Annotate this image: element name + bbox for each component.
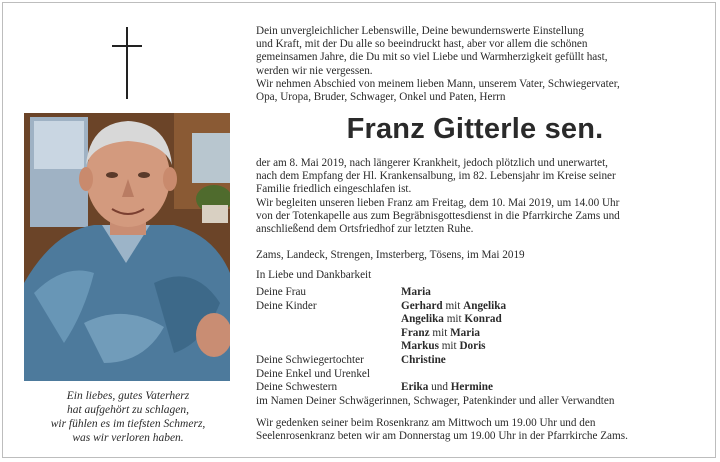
relative-connector: mit [441,340,457,353]
relative-row [256,327,694,341]
body-line: anschließend dem Ortsfriedhof zur letzten Ruhe. [256,223,474,236]
love-line: In Liebe und Dankbarkeit [256,269,372,281]
intro-line: und Kraft, mit der Du alle so beeindruckt hast, aber vor allem die schönen [256,38,588,51]
relative-partner: Maria [450,326,480,339]
intro-line: Dein unvergleichlicher Lebenswille, Deine bewundernswerte Einstellung [256,25,584,37]
relative-label: Deine Kinder [256,299,317,312]
relative-name: Markus [401,340,439,353]
portrait-photo [24,113,230,381]
relative-name: Franz [401,326,430,339]
deceased-name: Franz Gitterle sen. [346,113,604,145]
place-date: Zams, Landeck, Strengen, Imsterberg, Tösens, im Mai 2019 [256,249,525,261]
relative-label: Deine Enkel und Urenkel [256,367,371,380]
relative-row [256,340,694,354]
relative-label: Deine Schwestern [256,381,338,394]
outro-line: Seelenrosenkranz beten wir am Donnerstag um 19.00 Uhr in der Pfarrkirche Zams. [256,430,628,443]
relative-name: Christine [401,353,446,366]
relative-connector: mit [445,299,461,312]
intro-line: Wir nehmen Abschied von meinem lieben Mann, unserem Vater, Schwiegervater, [256,77,620,90]
relative-connector: mit [446,313,462,326]
relatives-note: im Namen Deiner Schwägerinnen, Schwager, Patenkinder und aller Verwandten [256,394,615,407]
caption-line: hat aufgehört zu schlagen, [66,404,190,416]
relative-row [256,368,694,382]
body-line: nach dem Empfang der Hl. Krankensalbung, im 82. Lebensjahr im Kreise seiner [256,170,616,183]
relative-row [256,313,694,327]
intro-text [256,25,694,104]
body-line: Wir begleiten unseren lieben Franz am Freitag, dem 10. Mai 2019, um 14.00 Uhr [256,196,620,209]
relative-name: Angelika [401,313,444,326]
relative-label: Deine Frau [256,286,307,298]
caption-line: was wir verloren haben. [72,432,184,444]
intro-line: werden wir nie vergessen. [256,64,373,77]
cross-icon [112,27,142,99]
caption-line: wir fühlen es im tiefsten Schmerz, [50,418,206,430]
intro-line: Opa, Uropa, Bruder, Schwager, Onkel und Paten, Herrn [256,91,506,104]
relative-partner: Angelika [463,299,507,312]
relative-name: Erika [401,381,429,394]
body-line: Familie friedlich eingeschlafen ist. [256,183,412,196]
relative-partner: Konrad [464,313,502,326]
caption-line: Ein liebes, gutes Vaterherz [66,390,190,402]
body-text [256,157,694,236]
relative-partner: Hermine [450,381,493,394]
relative-connector: mit [432,326,448,339]
relative-row [256,300,694,314]
outro-text [256,417,694,443]
relatives-list [256,286,694,408]
relatives-note-row [256,395,694,409]
relative-partner: Doris [459,340,486,353]
relative-name: Gerhard [401,299,443,312]
body-line: der am 8. Mai 2019, nach längerer Krankheit, jedoch plötzlich und unerwartet, [256,157,608,169]
relative-label: Deine Schwiegertochter [256,353,364,366]
outro-line: Wir gedenken seiner beim Rosenkranz am Mittwoch um 19.00 Uhr und den [256,417,596,429]
body-line: von der Totenkapelle aus zum Begräbnisgottesdienst in die Pfarrkirche Zams und [256,209,620,222]
relative-name: Maria [401,286,431,298]
relative-row [256,286,694,300]
memorial-caption [18,389,238,445]
intro-line: gemeinsamen Jahre, die Du mit so viel Liebe und Warmherzigkeit gefüllt hast, [256,51,608,64]
relative-connector: und [431,381,448,394]
relative-row [256,354,694,368]
relative-row [256,381,694,395]
